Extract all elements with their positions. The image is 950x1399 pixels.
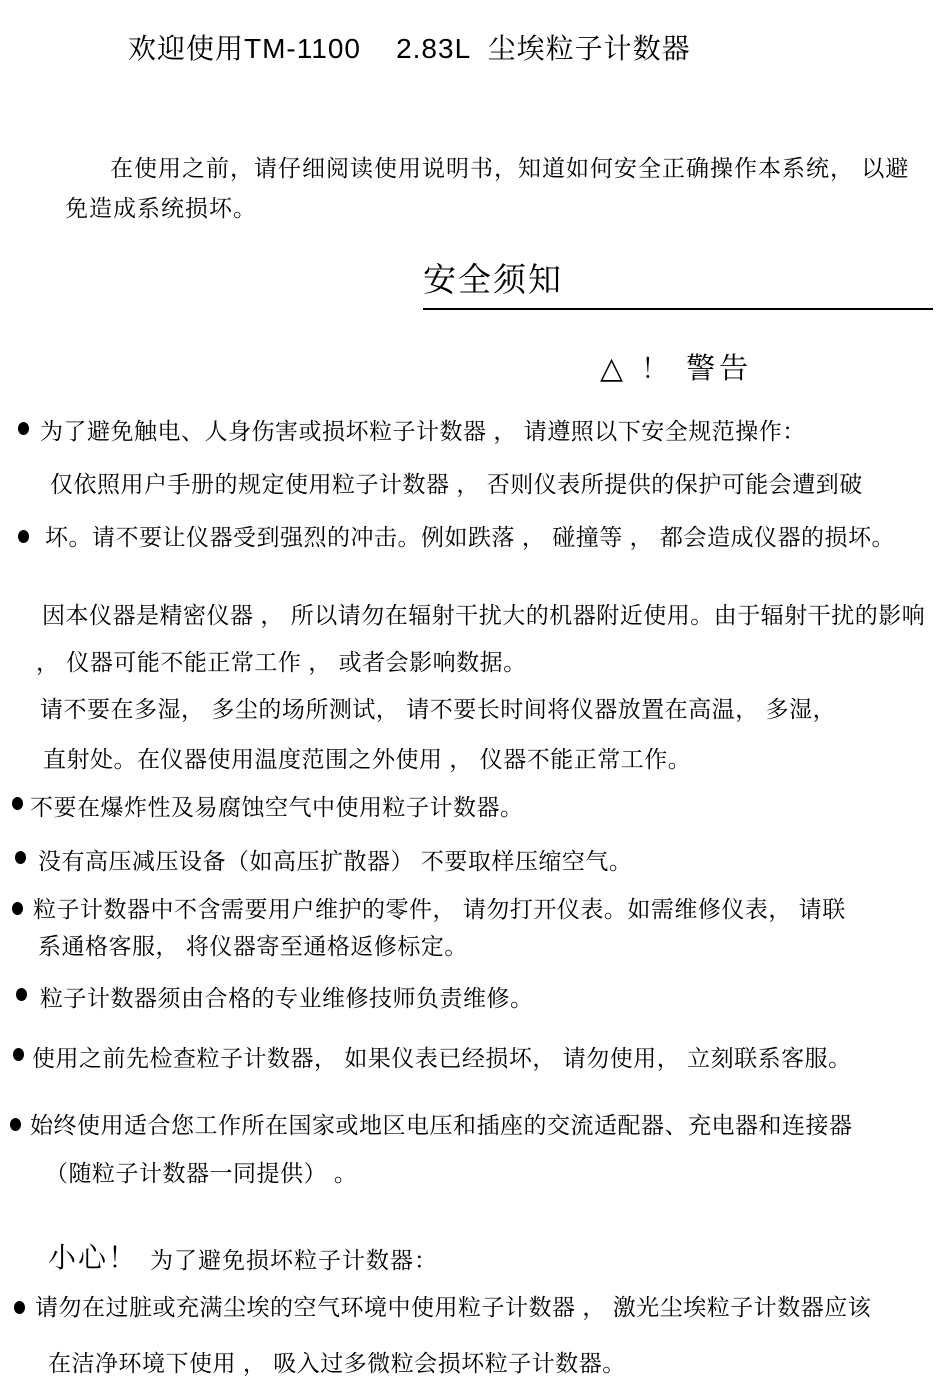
safety-line: 粒子计数器须由合格的专业维修技师负责维修。 [40,985,534,1011]
bullet-dot [13,1048,24,1061]
bullet-dot [15,851,26,864]
intro-line-1: 在使用之前，请仔细阅读使用说明书，知道如何安全正确操作本系统， 以避 [110,155,910,181]
safety-line: 仅依照用户手册的规定使用粒子计数器 ， 否则仪表所提供的保护可能会遭到破 [50,471,863,497]
safety-line: 使用之前先检查粒子计数器， 如果仪表已经损坏， 请勿使用， 立刻联系客服。 [32,1045,852,1071]
safety-line: 坏。请不要让仪器受到强烈的冲击。例如跌落 ， 碰撞等 ， 都会造成仪器的损坏。 [45,524,896,550]
warning-triangle-icon: △ [600,352,624,385]
intro-line-2: 免造成系统损坏。 [65,195,257,221]
warning-exclamation-icon: ！ [641,354,669,384]
warning-row [600,346,752,387]
caution-text: 为了避免损坏粒子计数器： [150,1247,438,1273]
bullet-dot [16,988,27,1001]
bullet-dot [10,1118,21,1131]
caution-label: 小心！ [48,1242,139,1273]
warning-label: 警告 [686,353,753,385]
safety-line: 不要在爆炸性及易腐蚀空气中使用粒子计数器。 [30,794,524,820]
safety-line: 粒子计数器中不含需要用户维护的零件， 请勿打开仪表。如需维修仪表， 请联 [33,896,846,922]
caution-line: 在洁净环境下使用 ， 吸入过多微粒会损坏粒子计数器。 [48,1350,626,1376]
caution-line: 请勿在过脏或充满尘埃的空气环境中使用粒子计数器 ， 激光尘埃粒子计数器应该 [35,1294,872,1320]
safety-line: 为了避免触电、人身伤害或损坏粒子计数器 ， 请遵照以下安全规范操作： [40,418,806,444]
safety-line: （随粒子计数器一同提供） 。 [45,1160,358,1186]
safety-line: 因本仪器是精密仪器 ， 所以请勿在辐射干扰大的机器附近使用。由于辐射干扰的影响 [42,602,926,628]
safety-line: 请不要在多湿， 多尘的场所测试， 请不要长时间将仪器放置在高温， 多湿， [40,696,837,722]
bullet-dot [14,1301,25,1314]
bullet-dot [12,797,23,810]
bullet-dot [18,530,29,543]
bullet-dot [18,422,29,435]
bullet-dot [12,902,23,915]
safety-notice-heading: 安全须知 [423,254,933,310]
page-title: 欢迎使用TM-1100 2.83L 尘埃粒子计数器 [128,33,691,64]
safety-line: 系通格客服， 将仪器寄至通格返修标定。 [38,933,468,959]
safety-line: 始终使用适合您工作所在国家或地区电压和插座的交流适配器、充电器和连接器 [30,1112,853,1138]
safety-line: 直射处。在仪器使用温度范围之外使用 ， 仪器不能正常工作。 [43,746,692,772]
safety-line: ， 仪器可能不能正常工作 ， 或者会影响数据。 [36,649,527,675]
safety-line: 没有高压减压设备（如高压扩散器） 不要取样压缩空气。 [38,848,633,874]
